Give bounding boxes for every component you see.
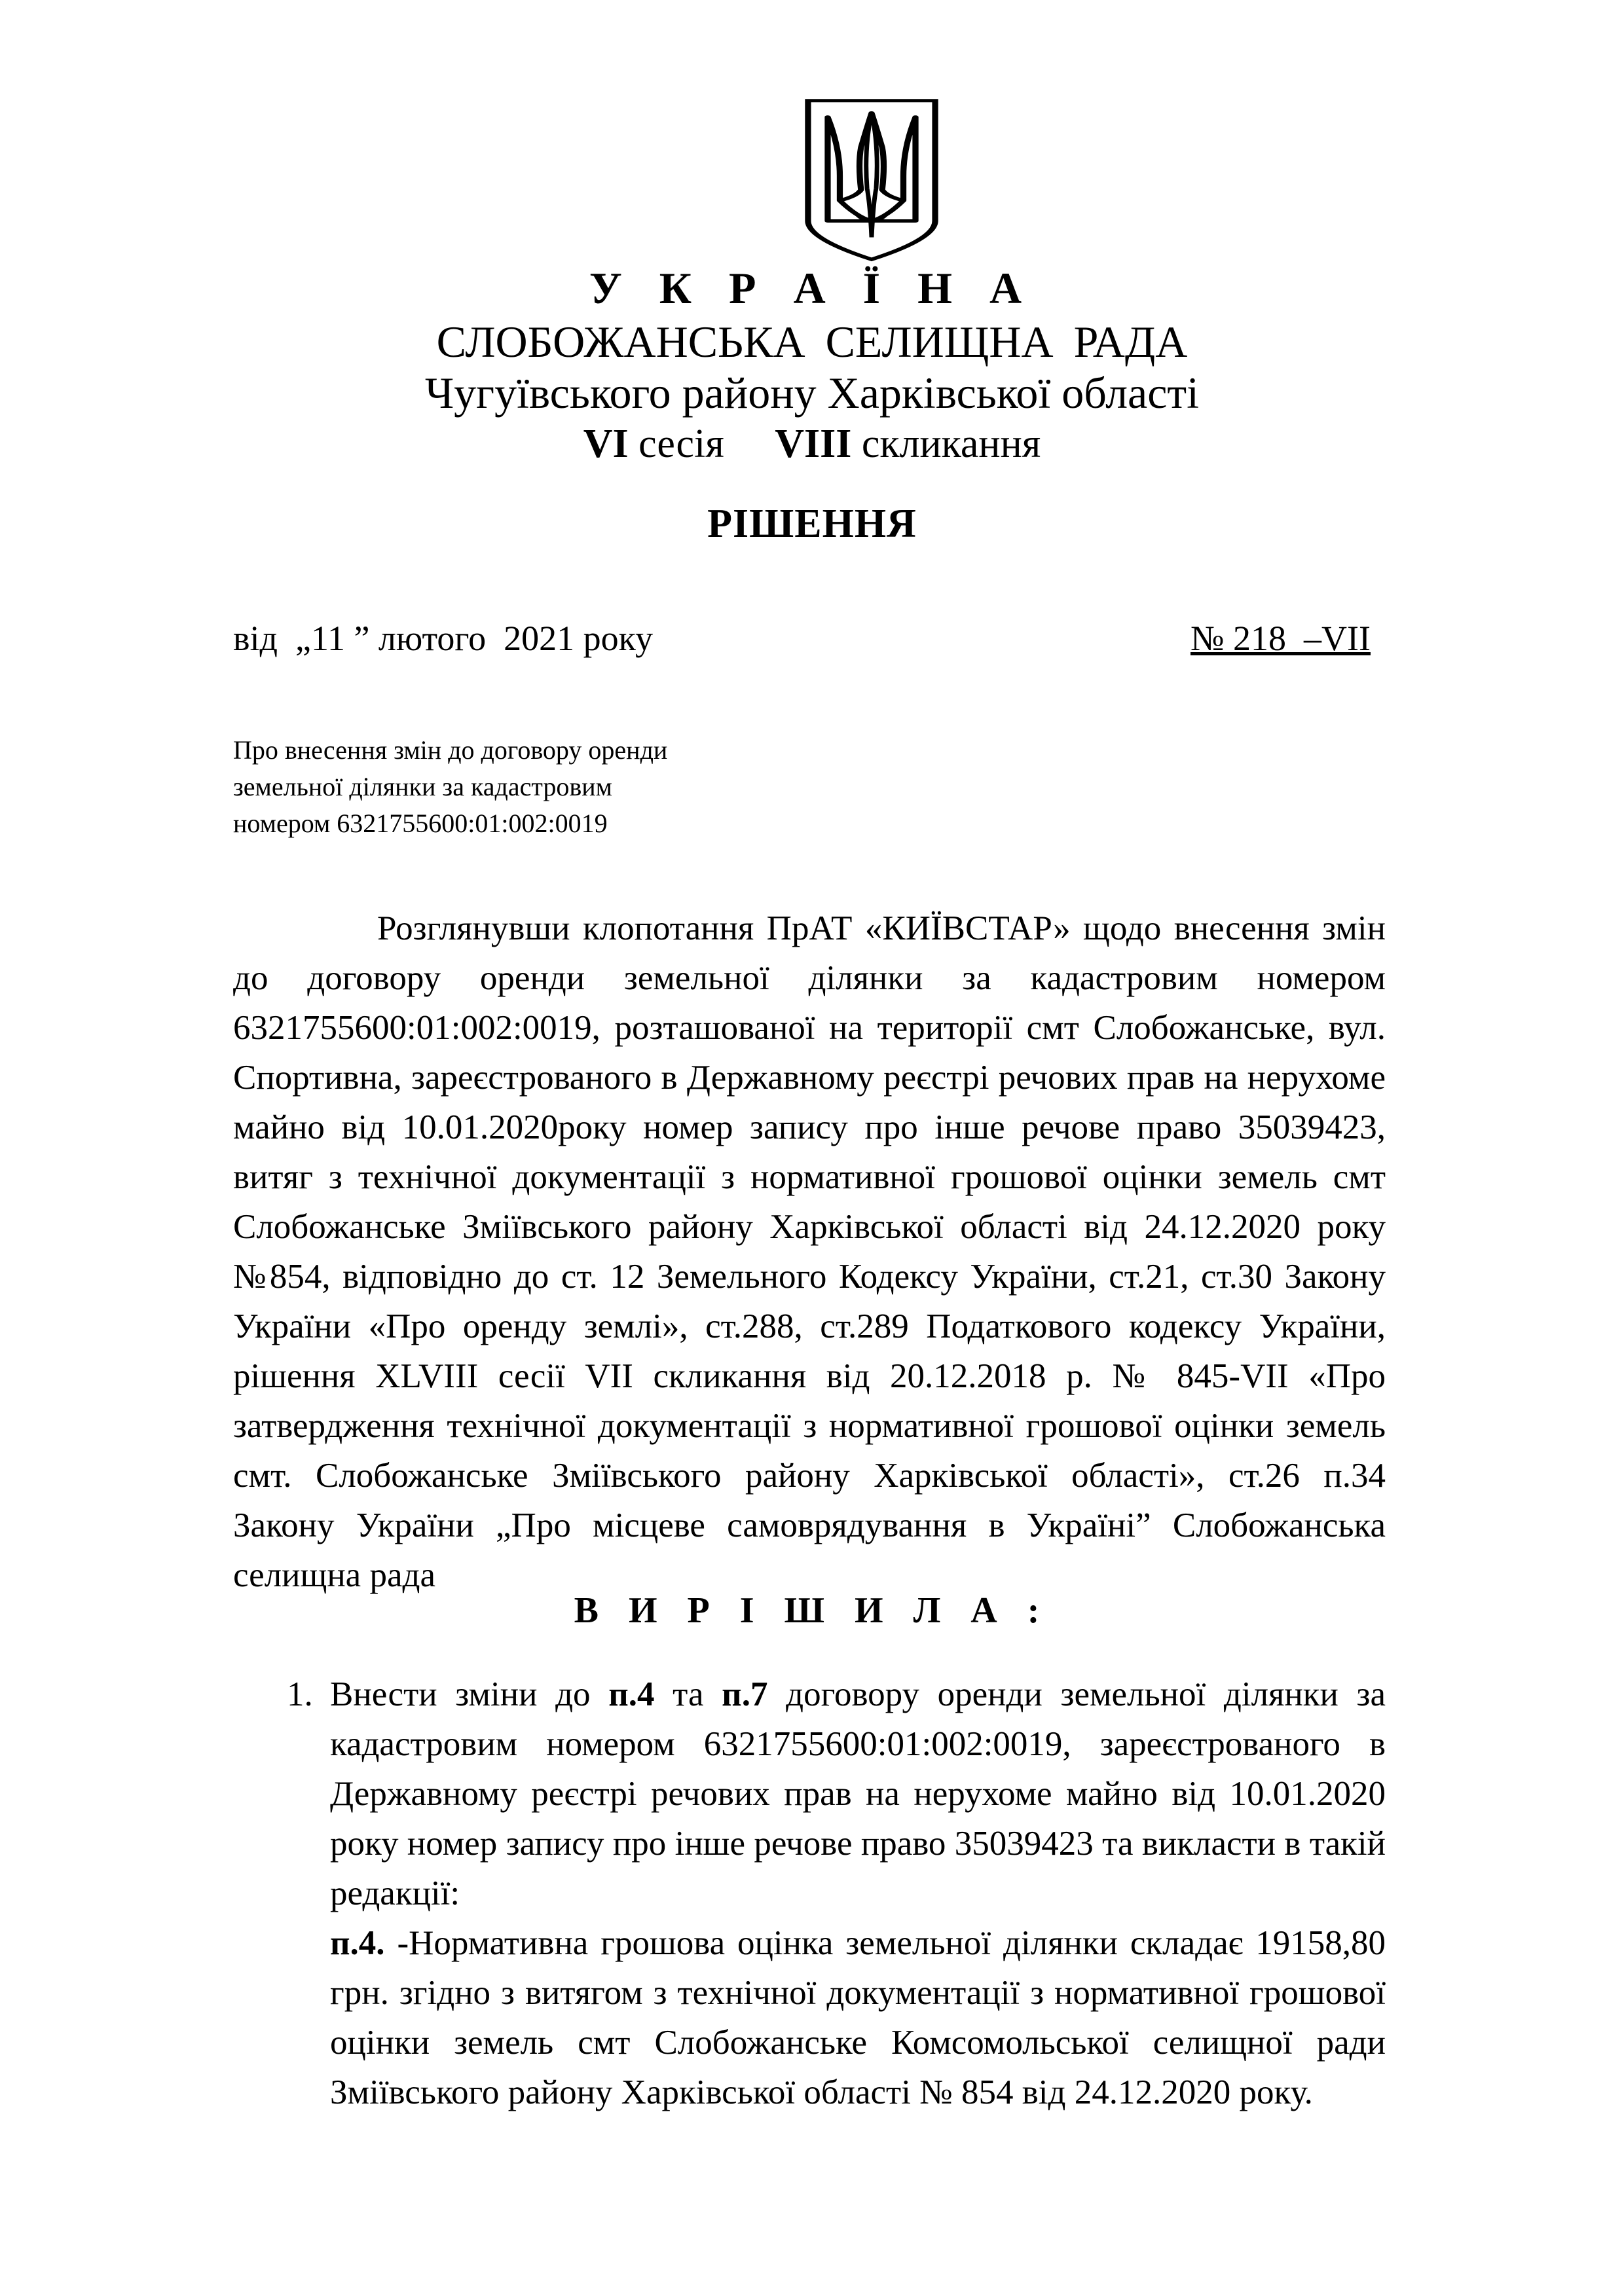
clause-text — [330, 1918, 1386, 2117]
document-title: РІШЕННЯ — [707, 501, 917, 546]
council-name: СЛОБОЖАНСЬКА СЕЛИЩНА РАДА — [436, 317, 1188, 367]
document-date: від „11 ” лютого 2021 року — [233, 619, 654, 658]
coat-of-arms-icon — [803, 98, 940, 262]
item-text-part: та — [654, 1675, 722, 1713]
document-subject — [233, 732, 822, 842]
session-info — [0, 418, 1624, 470]
item-text — [330, 1669, 1386, 1918]
item-text-part: договору оренди земельної ділянки за кадастровим номером 6321755600:01:002:0019, зареєстрованого в Державному реєстрі речових прав на нерухоме майно від 10.01.2020 року номер запису про інше речове право 35039423 та викласти в такій редакції: — [330, 1675, 1386, 1912]
resolved-heading: В И Р І Ш И Л А : — [574, 1590, 1050, 1631]
clause-body: -Нормативна грошова оцінка земельної ділянки складає 19158,80 грн. згідно з витягом з технічної документації з нормативної грошової оцінки земель смт Слобожанське Комсомольської селищної ради Зміївського району Харківської області № 854 від 24.12.2020 року. — [330, 1924, 1386, 2111]
convocation-number: VIII — [775, 422, 852, 466]
session-label: сесія — [628, 422, 775, 466]
resolution-item — [287, 1669, 1386, 2117]
clause-ref: п.4 — [608, 1675, 655, 1713]
convocation-label: скликання — [851, 422, 1041, 466]
country-heading: У К Р А Ї Н А — [589, 263, 1035, 313]
clause-ref: п.7 — [722, 1675, 768, 1713]
item-text-part: Внести зміни до — [330, 1675, 609, 1713]
document-number: № 218 –VII — [1190, 619, 1371, 658]
item-number: 1. — [287, 1675, 313, 1713]
subject-line: земельної ділянки за кадастровим — [233, 772, 612, 801]
subject-line: номером 6321755600:01:002:0019 — [233, 809, 608, 838]
clause-label: п.4. — [330, 1924, 385, 1962]
preamble-paragraph: Розглянувши клопотання ПрАТ «КИЇВСТАР» щодо внесення змін до договору оренди земельної ділянки за кадастровим номером 6321755600:01:002:0019, розташованої на території смт Слобожанське, вул. Спортивна, зареєстрованого в Державному реєстрі речових прав на нерухоме майно від 10.01.2020року номер запису про інше речове право 35039423, витяг з технічної документації з нормативної грошової оцінки земель смт Слобожанське Зміївського району Харківської області від 24.12.2020 року №854, відповідно до ст. 12 Земельного Кодексу України, ст.21, ст.30 Закону України «Про оренду землі», ст.288, ст.289 Податкового кодексу України, рішення XLVIII сесії VII скликання від 20.12.2018 р. № 845-VII «Про затвердження технічної документації з нормативної грошової оцінки земель смт. Слобожанське Зміївського району Харківської області», ст.26 п.34 Закону України „Про місцеве самоврядування в Україні” Слобожанська селищна рада — [233, 909, 1386, 1594]
subject-line: Про внесення змін до договору оренди — [233, 735, 668, 765]
district-region: Чугуївського району Харківської області — [424, 368, 1200, 418]
session-number: VI — [583, 422, 629, 466]
